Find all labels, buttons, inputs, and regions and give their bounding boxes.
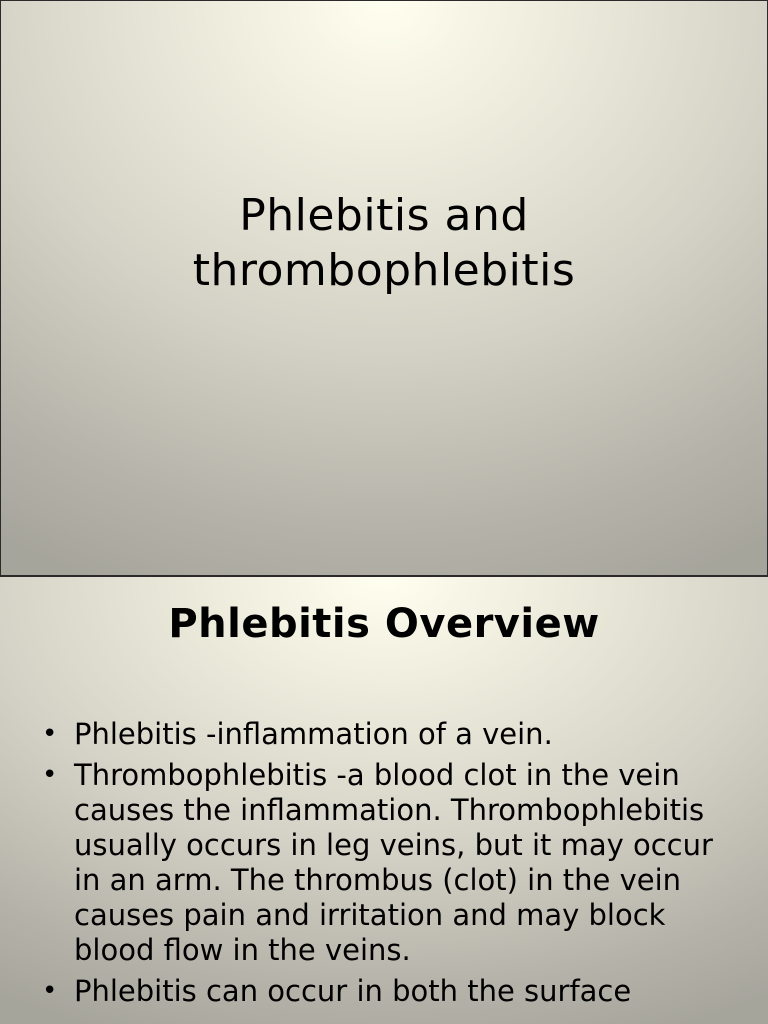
bullet-text: Thrombophlebitis -a blood clot in the vein causes the inflammation. Thrombophlebitis usually occurs in leg veins, but it may occur in an arm. The thrombus (clot) in the vein causes pain and irritation and may block blood flow in the veins. bbox=[74, 758, 713, 967]
slide-title: Phlebitis Overview bbox=[168, 601, 600, 647]
bullet-icon: • bbox=[42, 760, 58, 790]
bullet-item bbox=[0, 717, 768, 752]
bullet-list bbox=[0, 717, 768, 1015]
slide-2 bbox=[0, 576, 768, 1024]
bullet-text: Phlebitis can occur in both the surface bbox=[74, 974, 632, 1008]
bullet-icon: • bbox=[42, 976, 58, 1006]
slide-title: Phlebitis and thrombophlebitis bbox=[192, 190, 576, 296]
bullet-icon: • bbox=[42, 719, 58, 749]
bullet-item bbox=[0, 758, 768, 968]
bullet-text: Phlebitis -inflammation of a vein. bbox=[74, 717, 553, 751]
bullet-item bbox=[0, 974, 768, 1009]
